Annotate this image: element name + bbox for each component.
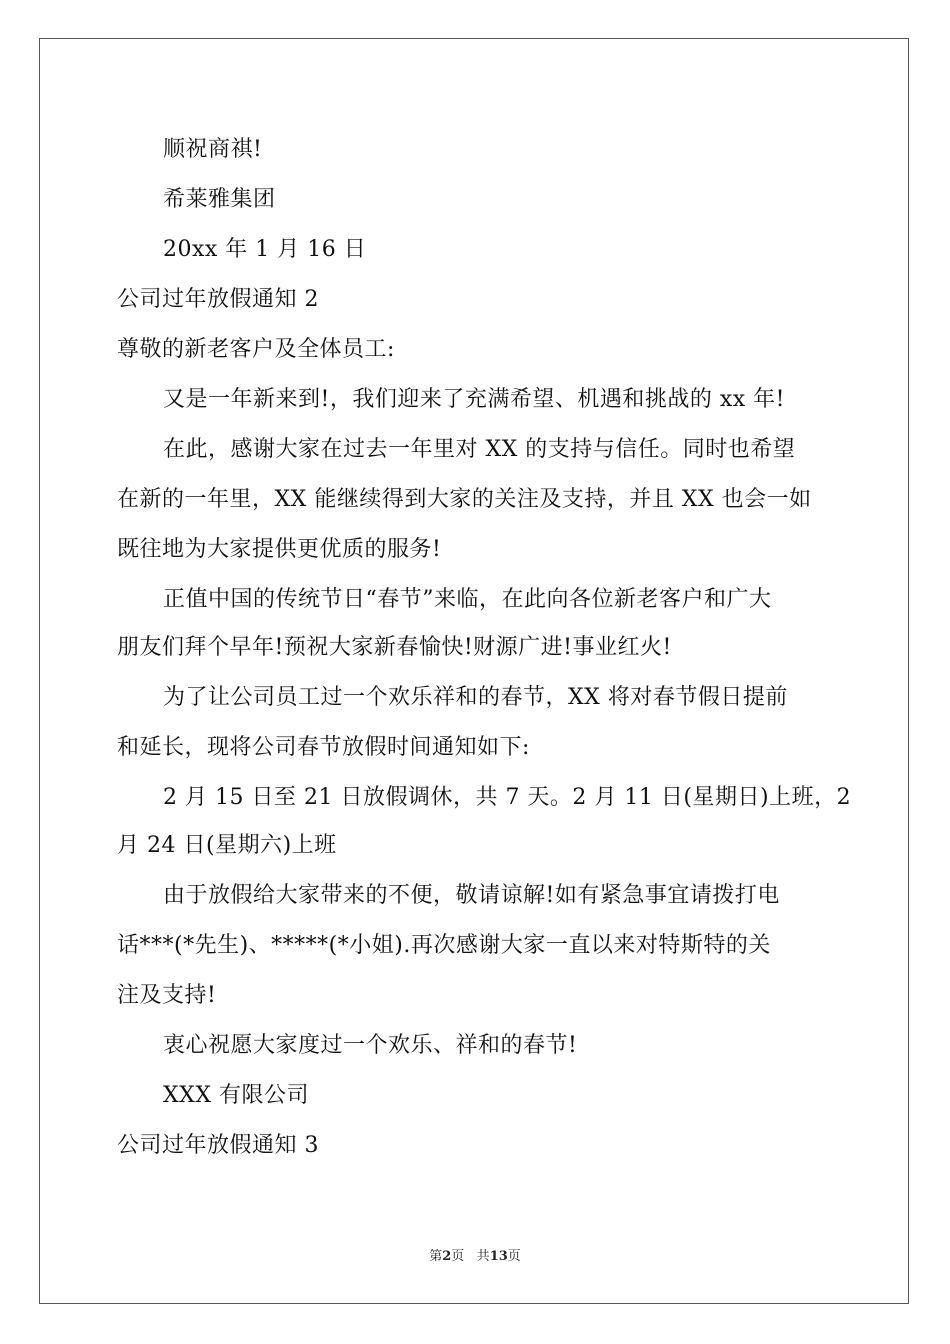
- sender-company: 希莱雅集团: [163, 187, 276, 212]
- paragraph-line: 既往地为大家提供更优质的服务!: [117, 537, 442, 562]
- total-prefix: 共: [476, 1249, 490, 1264]
- paragraph-line: 为了让公司员工过一个欢乐祥和的春节，XX 将对春节假日提前: [163, 685, 788, 710]
- company-signature: XXX 有限公司: [163, 1083, 309, 1108]
- closing-wish: 衷心祝愿大家度过一个欢乐、祥和的春节!: [163, 1033, 578, 1058]
- page-suffix: 页: [451, 1249, 465, 1264]
- page-footer: [0, 1248, 950, 1266]
- total-page-number: 13: [489, 1249, 508, 1264]
- paragraph-line: 月 24 日(星期六)上班: [117, 833, 337, 858]
- letter-date: 20xx 年 1 月 16 日: [163, 237, 367, 262]
- paragraph-line: 朋友们拜个早年!预祝大家新春愉快!财源广进!事业红火!: [117, 635, 672, 660]
- paragraph-line: 在新的一年里，XX 能继续得到大家的关注及支持，并且 XX 也会一如: [117, 487, 812, 512]
- salutation: 尊敬的新老客户及全体员工:: [117, 337, 395, 362]
- page-border: [39, 38, 909, 1304]
- paragraph-line: 又是一年新来到!，我们迎来了充满希望、机遇和挑战的 xx 年!: [163, 387, 785, 412]
- section-heading: 公司过年放假通知 2: [117, 287, 319, 312]
- total-suffix: 页: [507, 1249, 521, 1264]
- closing-regards: 顺祝商祺!: [163, 137, 263, 162]
- paragraph-line: 由于放假给大家带来的不便，敬请谅解!如有紧急事宜请拨打电: [163, 883, 780, 908]
- paragraph-line: 话***(*先生)、*****(*小姐).再次感谢大家一直以来对特斯特的关: [117, 933, 771, 958]
- page-prefix: 第: [429, 1249, 443, 1264]
- section-heading: 公司过年放假通知 3: [117, 1133, 319, 1158]
- paragraph-line: 在此，感谢大家在过去一年里对 XX 的支持与信任。同时也希望: [163, 437, 796, 462]
- paragraph-line: 和延长，现将公司春节放假时间通知如下:: [117, 735, 530, 760]
- current-page-number: 2: [442, 1249, 452, 1264]
- paragraph-line: 注及支持!: [117, 983, 217, 1008]
- paragraph-line: 正值中国的传统节日“春节”来临，在此向各位新老客户和广大: [163, 587, 772, 612]
- paragraph-line: 2 月 15 日至 21 日放假调休，共 7 天。2 月 11 日(星期日)上班，2: [163, 785, 852, 810]
